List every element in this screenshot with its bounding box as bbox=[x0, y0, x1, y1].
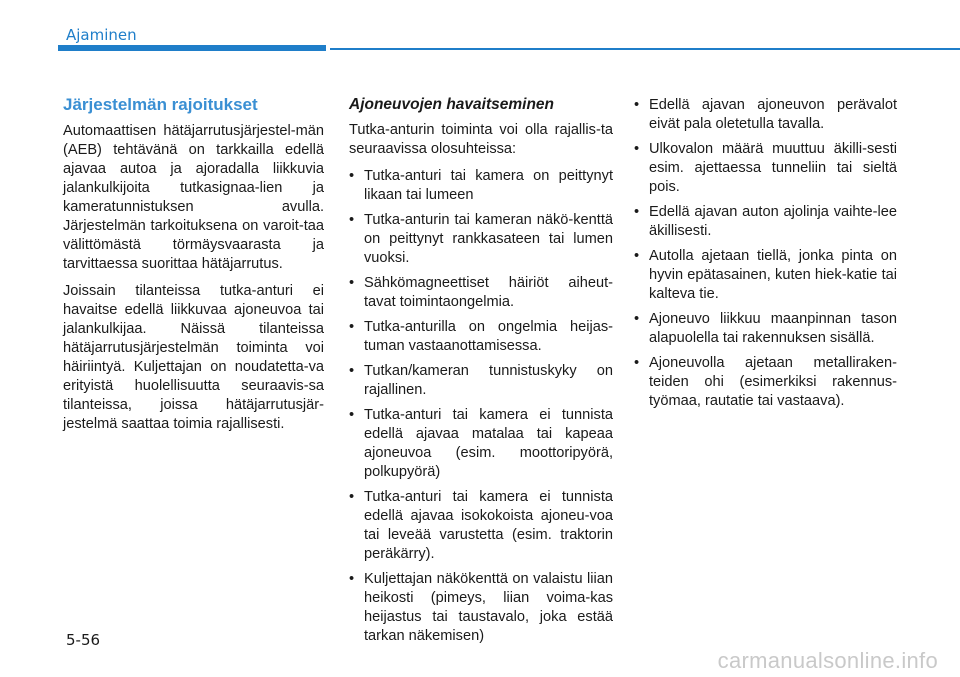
list-item bbox=[349, 318, 613, 356]
list-item bbox=[349, 274, 613, 312]
bullet-icon: • bbox=[349, 319, 355, 335]
bullet-icon: • bbox=[634, 311, 640, 327]
section-label: Ajaminen bbox=[66, 26, 137, 44]
list-item-text: Tutka-anturilla on ongelmia heijas-tuman vastaanottamisessa. bbox=[364, 319, 613, 354]
list-item bbox=[634, 96, 897, 134]
list-item bbox=[634, 354, 897, 411]
list-item-text: Ajoneuvo liikkuu maanpinnan tason alapuolella tai rakennuksen sisällä. bbox=[649, 311, 897, 346]
bullet-list bbox=[634, 96, 897, 411]
header-rule-thick bbox=[58, 45, 326, 51]
list-item bbox=[634, 140, 897, 197]
list-item bbox=[349, 406, 613, 482]
bullet-icon: • bbox=[349, 571, 355, 587]
list-item-text: Tutka-anturin tai kameran näkö-kenttä on peittynyt rankkasateen tai lumen vuoksi. bbox=[364, 212, 613, 266]
list-item-text: Ajoneuvolla ajetaan metalliraken-teiden ohi (esimerkiksi rakennus-työmaa, rautatie tai vastaava). bbox=[649, 355, 897, 409]
column-right bbox=[634, 96, 897, 417]
list-item-text: Tutka-anturi tai kamera on peittynyt likaan tai lumeen bbox=[364, 168, 613, 203]
bullet-icon: • bbox=[349, 168, 355, 184]
list-item-text: Edellä ajavan ajoneuvon perävalot eivät pala oletetulla tavalla. bbox=[649, 97, 897, 132]
bullet-icon: • bbox=[634, 204, 640, 220]
list-item bbox=[349, 362, 613, 400]
bullet-icon: • bbox=[349, 363, 355, 379]
bullet-icon: • bbox=[634, 355, 640, 371]
column-middle bbox=[349, 94, 613, 652]
subsection-heading: Ajoneuvojen havaitseminen bbox=[349, 96, 554, 113]
page-number: 5-56 bbox=[66, 631, 101, 649]
bullet-icon: • bbox=[349, 275, 355, 291]
header-rule-thin bbox=[330, 48, 960, 50]
paragraph: Joissain tilanteissa tutka-anturi ei havaitse edellä liikkuvaa ajoneuvoa tai jalankulkijaa. Näissä tilanteissa hätäjarrutusjärjestelmän toiminta voi häiriintyä. Kuljettajan on noudatetta-va erityistä huolellisuutta seuraavis-sa tilanteissa, joissa hätäjarrutusjär-jestelmä saattaa toimia rajallisesti. bbox=[63, 283, 324, 432]
bullet-icon: • bbox=[634, 141, 640, 157]
section-heading: Järjestelmän rajoitukset bbox=[63, 95, 258, 114]
list-item-text: Kuljettajan näkökenttä on valaistu liian heikosti (pimeys, liian voima-kas heijastus tai taustavalo, joka estää tarkan näkemisen) bbox=[364, 571, 613, 644]
bullet-icon: • bbox=[349, 489, 355, 505]
list-item bbox=[634, 310, 897, 348]
list-item bbox=[349, 570, 613, 646]
list-item-text: Autolla ajetaan tiellä, jonka pinta on hyvin epätasainen, kuten hiek-katie tai kalteva tie. bbox=[649, 248, 897, 302]
list-item-text: Edellä ajavan auton ajolinja vaihte-lee äkillisesti. bbox=[649, 204, 897, 239]
list-item-text: Tutka-anturi tai kamera ei tunnista edellä ajavaa isokokoista ajoneu-voa tai leveää varustetta (esim. traktorin peräkärry). bbox=[364, 489, 613, 562]
intro-paragraph: Tutka-anturin toiminta voi olla rajallis-ta seuraavissa olosuhteissa: bbox=[349, 122, 613, 157]
list-item-text: Ulkovalon määrä muuttuu äkilli-sesti esim. ajettaessa tunneliin tai sieltä pois. bbox=[649, 141, 897, 195]
bullet-icon: • bbox=[634, 97, 640, 113]
bullet-list bbox=[349, 167, 613, 646]
bullet-icon: • bbox=[349, 212, 355, 228]
list-item-text: Tutka-anturi tai kamera ei tunnista edellä ajavaa matalaa tai kapeaa ajoneuvoa (esim. moottoripyörä, polkupyörä) bbox=[364, 407, 613, 480]
list-item-text: Sähkömagneettiset häiriöt aiheut-tavat toimintaongelmia. bbox=[364, 275, 613, 310]
list-item bbox=[634, 203, 897, 241]
list-item bbox=[349, 211, 613, 268]
list-item bbox=[634, 247, 897, 304]
bullet-icon: • bbox=[634, 248, 640, 264]
list-item bbox=[349, 488, 613, 564]
watermark: carmanualsonline.info bbox=[717, 648, 938, 673]
paragraph: Automaattisen hätäjarrutusjärjestel-män (AEB) tehtävänä on tarkkailla edellä ajavaa autoa ja ajoradalla liikkuvia jalankulkijoita tutkasignaa-lien ja kameratunnistuksen avulla. Järjestelmän tarkoituksena on varoit-taa välittömästä törmäysvaarasta ja tarvittaessa suorittaa hätäjarrutus. bbox=[63, 123, 324, 272]
list-item bbox=[349, 167, 613, 205]
bullet-icon: • bbox=[349, 407, 355, 423]
list-item-text: Tutkan/kameran tunnistuskyky on rajallinen. bbox=[364, 363, 613, 398]
column-left bbox=[63, 94, 324, 442]
